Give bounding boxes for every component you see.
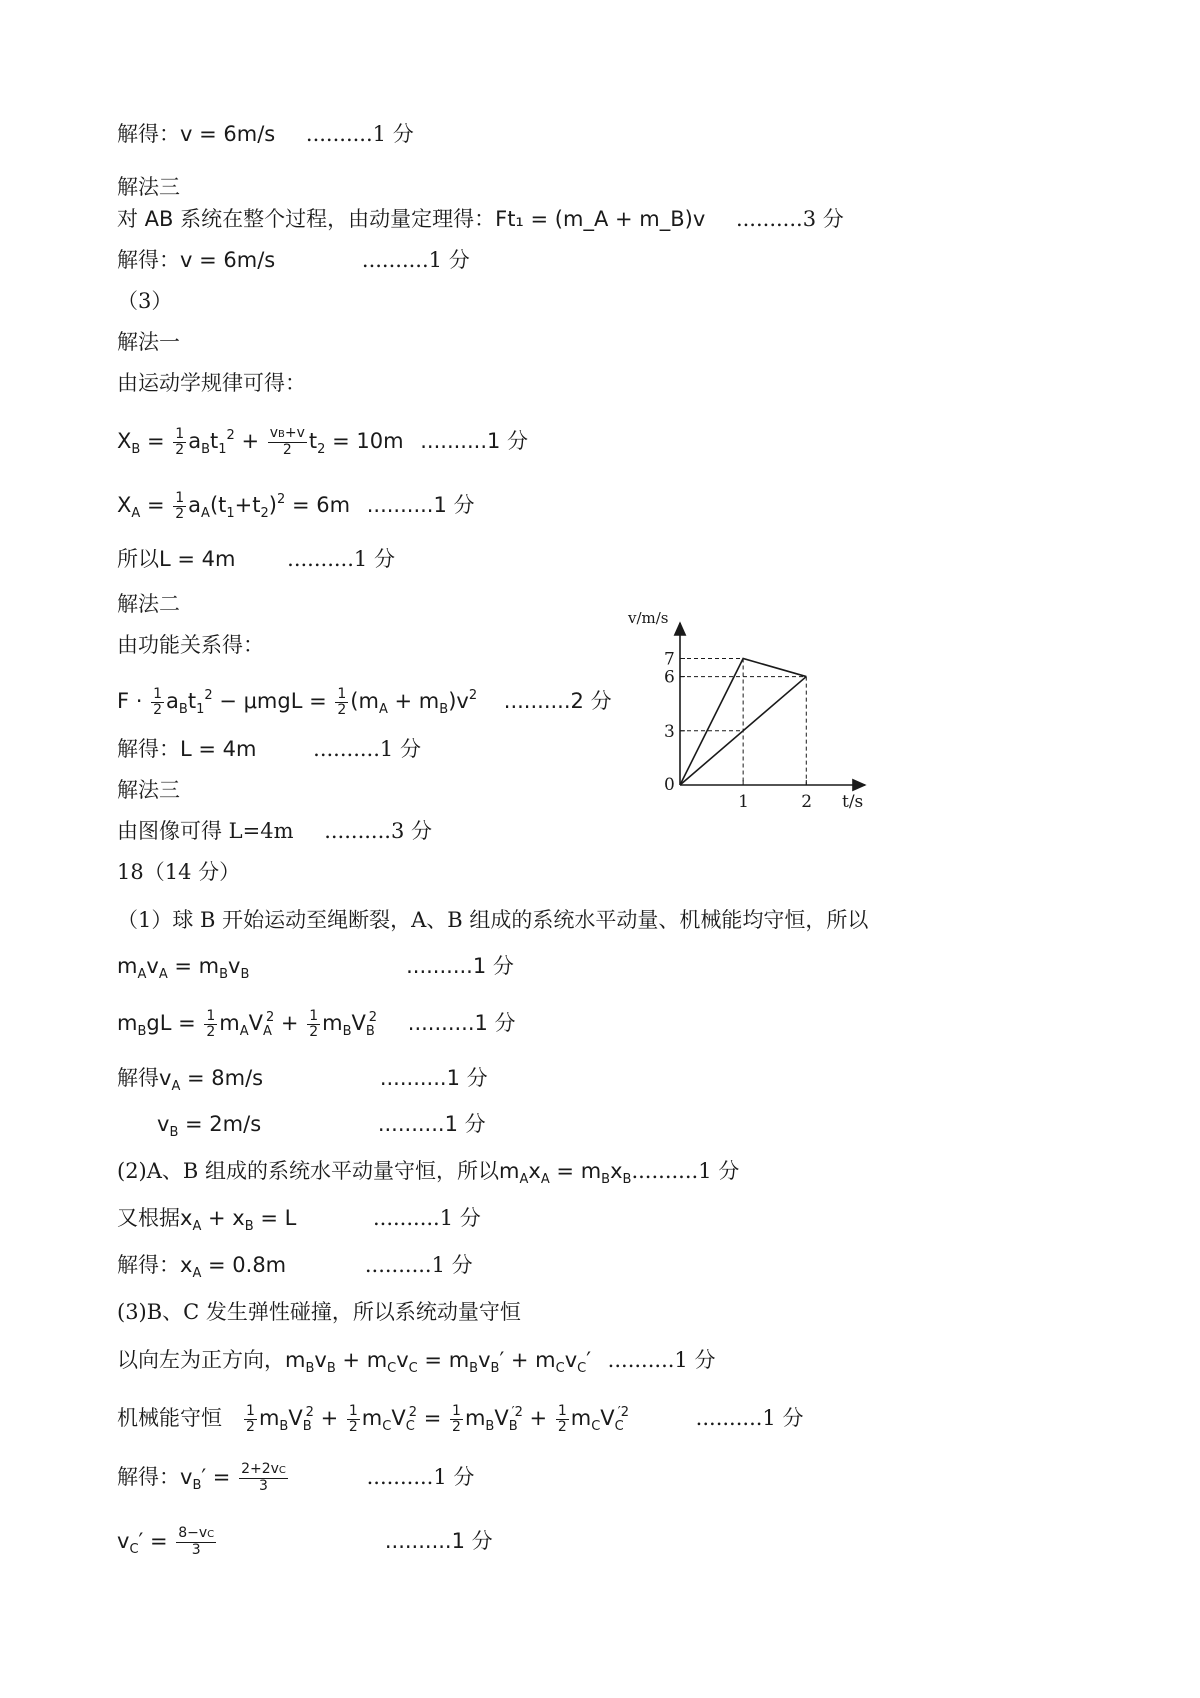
x-tick-label: 1 bbox=[738, 792, 749, 812]
equation-xa-result: 解得：$x_A = 0.8m$ ..........1 分 bbox=[117, 1253, 473, 1281]
method-heading: 解法二 bbox=[117, 592, 180, 616]
series-line-1 bbox=[680, 677, 806, 785]
equation-xa: $X_A$ = $\frac{1}{2}$ $a_A(t_1+t_2)^2 = 6m$ ..........1 分 bbox=[117, 489, 475, 522]
equation-vb-prime: 解得：$v_B'$ = $\frac{2+2vC}{3}$ ..........1 分 bbox=[117, 1461, 475, 1494]
score: ..........1 分 bbox=[607, 1348, 716, 1372]
velocity-time-chart bbox=[620, 605, 880, 815]
problem-heading: 18（14 分） bbox=[117, 860, 241, 884]
solution-line: 所以L = 4m ..........1 分 bbox=[117, 547, 395, 571]
equation-collision-momentum: 以向左为正方向，$m_Bv_B + m_Cv_C = m_Bv_B' + m_Cv_C'$ ..........1 分 bbox=[117, 1348, 716, 1376]
solution-line: 由图像可得 L=4m ..........3 分 bbox=[117, 819, 432, 843]
equation-part2: (2)A、B 组成的系统水平动量守恒，所以$m_Ax_A = m_Bx_B..........1$ 分 bbox=[117, 1159, 740, 1187]
origin-label: 0 bbox=[664, 775, 675, 795]
score: ..........3 分 bbox=[735, 207, 844, 231]
y-tick-label: 7 bbox=[664, 649, 675, 670]
score: ..........1 分 bbox=[379, 1066, 488, 1090]
score: ..........1 分 bbox=[377, 1112, 486, 1136]
score: ..........2 分 bbox=[503, 689, 612, 713]
y-tick-label: 6 bbox=[664, 667, 675, 688]
solution-line: 对 AB 系统在整个过程，由动量定理得：Ft₁ = (m_A + m_B)v ..........3 分 bbox=[117, 207, 844, 231]
x-tick-label: 2 bbox=[801, 792, 813, 812]
equation-momentum: $m_Av_A = m_Bv_B$ ..........1 分 bbox=[117, 954, 514, 982]
score: ..........1 分 bbox=[695, 1406, 804, 1430]
score: ..........1 分 bbox=[384, 1529, 493, 1553]
score: ..........1 分 bbox=[361, 248, 470, 272]
score: ..........1 分 bbox=[420, 429, 529, 453]
solution-line: 解得：v = 6m/s ..........1 分 bbox=[117, 122, 414, 146]
score: ..........1 分 bbox=[305, 122, 414, 146]
part-label: （3） bbox=[117, 289, 173, 313]
equation-vb: $v_B = 2m/s$ ..........1 分 bbox=[157, 1112, 486, 1140]
score: ..........1 分 bbox=[631, 1159, 740, 1183]
score: ..........3 分 bbox=[324, 819, 432, 843]
equation-energy: F ⋅ $\frac{1}{2}$ $a_Bt_1^2 - \mu mgL$ = $\frac{1}{2}$ $(m_A + m_B)v^2$ ..........2 分 bbox=[117, 685, 612, 718]
x-axis-label: t/s bbox=[842, 792, 864, 812]
score: ..........1 分 bbox=[366, 493, 475, 517]
score: ..........1 分 bbox=[364, 1253, 473, 1277]
score: ..........1 分 bbox=[406, 954, 514, 978]
equation-xb: $X_B$ = $\frac{1}{2}$ $a_Bt_1^2$ + $\frac{vB+v}{2}$ $t_2 = 10m$ ..........1 分 bbox=[117, 425, 529, 458]
solution-line: 解得：L = 4m ..........1 分 bbox=[117, 737, 421, 761]
method-heading: 解法一 bbox=[117, 330, 180, 354]
equation-sum: 又根据$x_A + x_B = L$ ..........1 分 bbox=[117, 1206, 481, 1234]
method-heading: 解法三 bbox=[117, 778, 180, 802]
solution-line: 解得：v = 6m/s ..........1 分 bbox=[117, 248, 470, 272]
score: ..........1 分 bbox=[313, 737, 421, 761]
equation-energy-18: $m_BgL$ = $\frac{1}{2}$ $m_AV_A^2$ + $\frac{1}{2}$ $m_BV_B^2$ ..........1 分 bbox=[117, 1007, 516, 1040]
score: ..........1 分 bbox=[372, 1206, 481, 1230]
text-line: (3)B、C 发生弹性碰撞，所以系统动量守恒 bbox=[117, 1300, 521, 1324]
text-line: 由功能关系得： bbox=[117, 633, 264, 657]
y-tick-label: 3 bbox=[664, 721, 675, 742]
score: ..........1 分 bbox=[366, 1465, 475, 1489]
score: ..........1 分 bbox=[287, 547, 395, 571]
score: ..........1 分 bbox=[407, 1011, 516, 1035]
equation-vc-prime: $v_C'$ = $\frac{8-vC}{3}$ ..........1 分 bbox=[117, 1525, 493, 1558]
equation-collision-energy: 机械能守恒 $\frac{1}{2}$ $m_BV_B^2$ + $\frac{1}{2}$ $m_CV_C^2$ = $\frac{1}{2}$ $m_BV_B^{'2}$ + $\frac{1}{2}$ $m_CV_C^{'2}$ ..........1 分 bbox=[117, 1402, 804, 1435]
text-line: （1）球 B 开始运动至绳断裂，A、B 组成的系统水平动量、机械能均守恒，所以 bbox=[117, 908, 869, 932]
text-line: 由运动学规律可得： bbox=[117, 371, 306, 395]
equation-va: 解得$v_A = 8m/s$ ..........1 分 bbox=[117, 1066, 488, 1094]
y-axis-label: v/m/s bbox=[628, 609, 669, 627]
method-heading: 解法三 bbox=[117, 175, 180, 199]
